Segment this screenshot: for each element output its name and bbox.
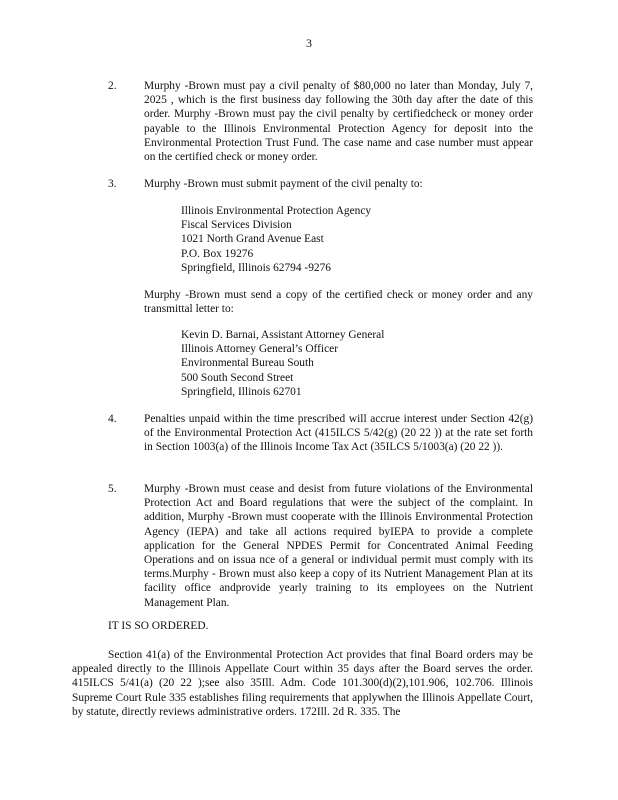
- address-line: 500 South Second Street: [181, 371, 294, 384]
- order-item-4: [108, 412, 533, 455]
- address-line: Kevin D. Barnai, Assistant Attorney General: [181, 329, 385, 341]
- item-number: 2.: [108, 80, 117, 92]
- order-item-5: [108, 482, 533, 610]
- address-line: Springfield, Illinois 62701: [181, 385, 302, 398]
- address-line: P.O. Box 19276: [181, 247, 254, 260]
- address-line: Illinois Environmental Protection Agency: [181, 205, 372, 217]
- item-number: 3.: [108, 178, 117, 190]
- item-text: Murphy -Brown must submit payment of the civil penalty to:: [144, 178, 423, 190]
- address-line: 1021 North Grand Avenue East: [181, 233, 324, 246]
- item-text: Penalties unpaid within the time prescribed will accrue interest under Section 42(g) of the Environmental Protection Act (415ILCS 5/42(g) (20 22 )) at the rate set forth in Section 1003(a) of the Illinois Income Tax Act (35ILCS 5/1003(a) (20 22 )).: [144, 413, 533, 454]
- item-text: Murphy -Brown must send a copy of the certified check or money order and any transmittal letter to:: [144, 289, 533, 316]
- so-ordered-heading: IT IS SO ORDERED.: [108, 620, 209, 632]
- transmittal-paragraph: [108, 288, 533, 316]
- order-item-3: [108, 177, 533, 191]
- item-text: Murphy -Brown must pay a civil penalty of $80,000 no later than Monday, July 7, 2025 , which is the first business day following the 30th day after the date of this order. Murphy -Brown must pay the civil penalty by certifiedcheck or money order payable to the Illinois Environmental Protection Agency for deposit into the Environmental Protection Trust Fund. The case name and case number must appear on the certified check or money order.: [144, 80, 533, 164]
- closing-paragraph: Section 41(a) of the Environmental Protection Act provides that final Board orders may be appealed directly to the Illinois Appellate Court within 35 days after the Board serves the order. 415ILCS 5/41(a) (20 22 );see also 35Ill. Adm. Code 101.300(d)(2),101.906, 102.706. Illinois Supreme Court Rule 335 establishes filing requirements that applywhen the Illinois Appellate Court, by statute, directly reviews administrative orders. 172Ill. 2d R. 335. The: [72, 649, 533, 718]
- address-line: Fiscal Services Division: [181, 219, 292, 232]
- item-number: 5.: [108, 483, 117, 495]
- order-item-2: [108, 79, 533, 164]
- address-line: Illinois Attorney General’s Officer: [181, 343, 338, 356]
- address-line: Environmental Bureau South: [181, 357, 314, 370]
- item-number: 4.: [108, 413, 117, 425]
- item-text: Murphy -Brown must cease and desist from future violations of the Environmental Protection Act and Board regulations that were the subject of the complaint. In addition, Murphy -Brown must cooperate with the Illinois Environmental Protection Agency (IEPA) and take all actions required byIEPA to provide a complete application for the General NPDES Permit for Concentrated Animal Feeding Operations and on issua nce of a general or individual permit must comply with its terms.Murphy - Brown must also keep a copy of its Nutrient Management Plan at its facility office andprovide yearly training to its employees on the Nutrient Management Plan.: [144, 483, 533, 609]
- letter-address-block: [181, 328, 384, 399]
- page-number: 3: [306, 36, 312, 50]
- address-line: Springfield, Illinois 62794 -9276: [181, 261, 331, 274]
- payment-address-block: [181, 204, 371, 275]
